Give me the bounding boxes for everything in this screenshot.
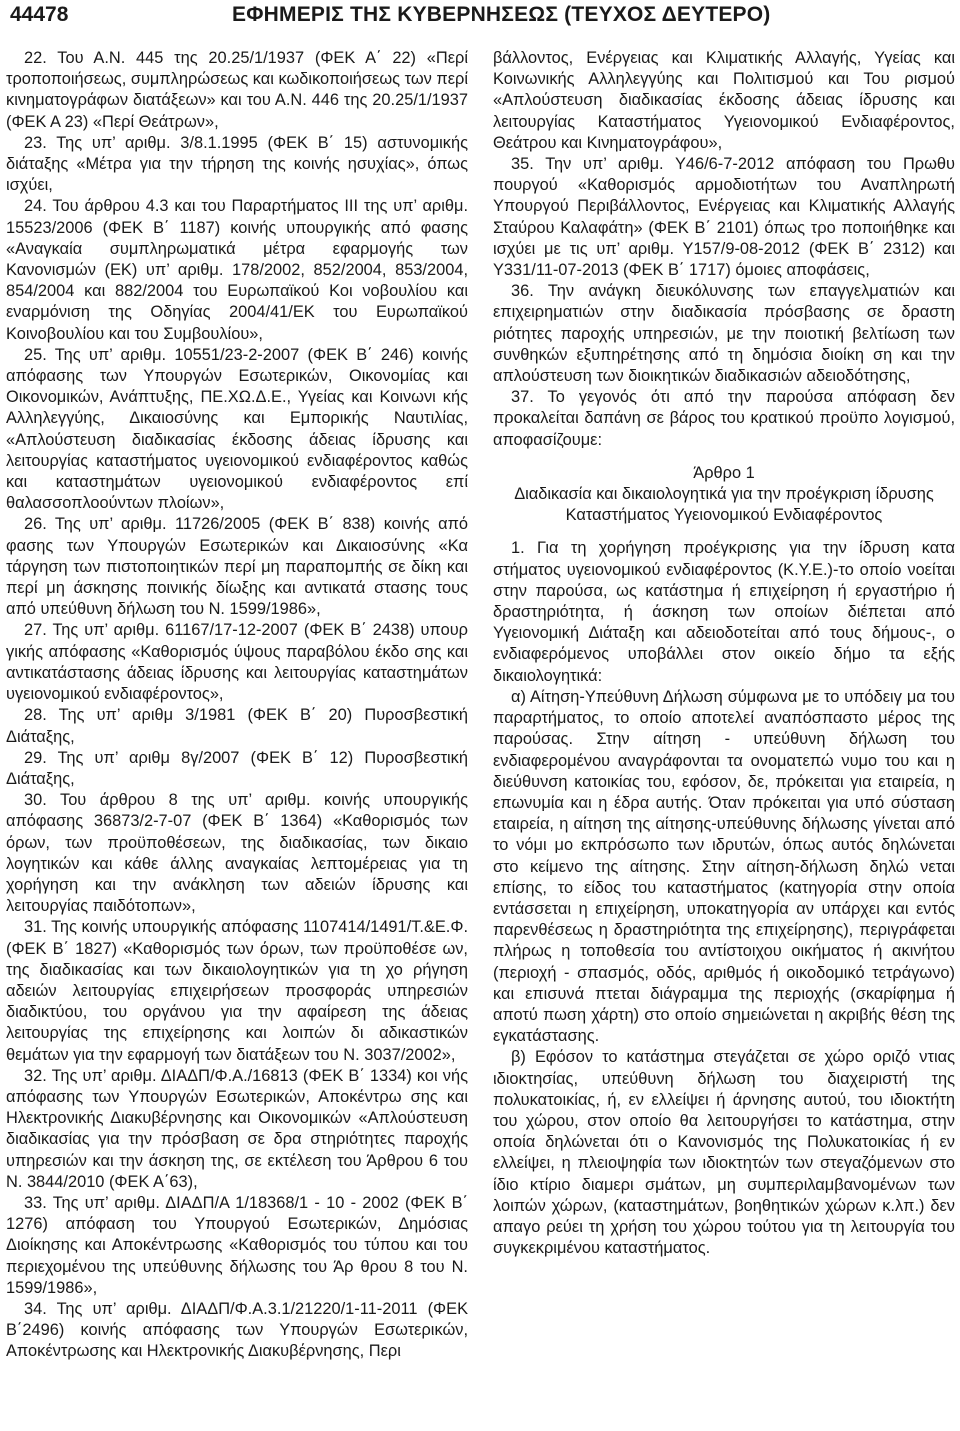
paragraph-36: 36. Την ανάγκη διευκόλυνσης των επαγγελματιών και επιχειρηματιών στην διαδικασία πρόσβασης σε δραστη ριότητες παροχής υπηρεσιών, με την ποιοτική βελτίωση των συνθηκών εξυπηρέτησης από τη δημόσια διοίκη ση και την απλούστευση των διοικητικών διαδικασιών αδειοδότησης, (493, 282, 955, 386)
article-paragraph-a: α) Αίτηση-Υπεύθυνη Δήλωση σύμφωνα με το υπόδειγ μα του παραρτήματος, το οποίο αποτελεί αναπόσπαστο μέρος της παρούσας. Στην αίτηση - υπεύθυνη δήλωση του ενδιαφερομένου αναγράφονται τα ονοματεπώ νυμο του και η διεύθυνση κατοικίας του, εφόσον, δε, πρόκειται για εταιρεία, η επωνυμία και η έδρα αυτής. Όταν πρόκειται για υπό σύσταση εταιρεία, η αίτηση της αίτησης-υπεύθυνης δήλωσης γίνεται από το νόμι μο εκπρόσωπο των ιδρυτών, όπως αυτός δηλώνεται στο κείμενο της αίτησης. Στην αίτηση-δήλωση δηλώ νεται επίσης, το είδος του καταστήματος (κατηγορία στην οποία εντάσσεται η επιχείρηση, υποκατηγορία αν υπάρχει και εντός παρενθέσεως η δραστηριότητα της επιχείρησης), περιγράφεται πλήρως η τοποθεσία του αντίστοιχου οικήματος ή ακινήτου (περιοχή - σπασμός, οδός, αριθμός ή οικοδομικό τετράγωνο) και επισυνά πτεται διάγραμμα της περιοχής (σκαρίφημα ή αποτύ πωση χάρτη) στο οποίο σημειώνεται η ακριβής θέση της εγκατάστασης. (493, 687, 955, 1046)
paragraph-22: 22. Του Α.Ν. 445 της 20.25/1/1937 (ΦΕΚ Α΄ 22) «Περί τροποποιήσεως, συμπληρώσεως και κωδικοποιήσεως των περί κινηματογράφων διατάξεων» και του Α.Ν. 446 της 20.25/1/1937 (ΦΕΚ Α 23) «Περί Θεάτρων», (6, 49, 468, 131)
paragraph-27: 27. Της υπ’ αριθμ. 61167/17-12-2007 (ΦΕΚ Β΄ 2438) υπουρ γικής απόφασης «Καθορισμός ύψους παραβόλου έκδο σης και αντικατάστασης άδειας ίδρυσης και λειτουργίας καταστημάτων υγειονομικού ενδιαφέροντος», (6, 621, 468, 704)
left-column (6, 48, 468, 1363)
paragraph-34-continued: βάλλοντος, Ενέργειας και Κλιματικής Αλλαγής, Υγείας και Κοινωνικής Αλληλεγγύης και Πολιτισμού και Του ρισμού «Απλούστευση διαδικασίας έκδοσης άδειας ίδρυσης και λειτουργίας Καταστήματος Υγειονομικού Ενδιαφέροντος, Θεάτρου και Κινηματογράφου», (493, 49, 955, 152)
article-paragraph-b: β) Εφόσον το κατάστημα στεγάζεται σε χώρο οριζό ντιας ιδιοκτησίας, υπεύθυνη δήλωση του διαχειριστή της πολυκατοικίας, ή, εν ελλείψει ή άρνησης αυτού, του ιδιοκτήτη του χώρου, στον οποίο θα λειτουργήσει το κατάστημα, στην οποία δηλώνεται ότι ο Κανονισμός της Πολυκατοικίας ή εν ελλείψει, η πλειοψηφία των ιδιοκτητών των στεγαζόμενων στο ίδιο κτίριο διαμερι σμάτων, μη συμπεριλαμβανομένων των λοιπών χώρων, (καταστημάτων, βοηθητικών χώρων κ.λπ.) δεν απαγο ρεύει τη χρήση του χώρου τούτου για τη λειτουργία του συγκεκριμένου καταστήματος. (493, 1048, 955, 1258)
paragraph-26: 26. Της υπ’ αριθμ. 11726/2005 (ΦΕΚ Β΄ 838) κοινής από φασης των Υπουργών Εσωτερικών και Δικαιοσύνης «Κα τάργηση των πιστοποιητικών περί μη παραπομπής σε δίκη και περί μη άσκησης ποινικής δίωξης και αντικατά στασης τους από υπεύθυνη δήλωση του Ν. 1599/1986», (6, 515, 468, 619)
journal-title: ΕΦΗΜΕΡΙΣ ΤΗΣ ΚΥΒΕΡΝΗΣΕΩΣ (ΤΕΥΧΟΣ ΔΕΥΤΕΡΟ) (232, 3, 771, 26)
paragraph-31: 31. Της κοινής υπουργικής απόφασης 1107414/1491/Τ.&Ε.Φ. (ΦΕΚ Β΄ 1827) «Καθορισμός των όρων, των προϋποθέσε ων, της διαδικασίας και των δικαιολογητικών για τη χο ρήγηση αδειών λειτουργίας επιχειρήσεων προσφοράς υπηρεσιών διαδικτύου, του οργάνου για την αφαίρεση της άδειας λειτουργίας της επιχείρησης και λοιπών δι αδικαστικών θεμάτων για την εφαρμογή των διατάξεων του Ν. 3037/2002», (6, 918, 468, 1064)
paragraph-32: 32. Της υπ’ αριθμ. ΔΙΑΔΠ/Φ.Α./16813 (ΦΕΚ Β΄ 1334) κοι νής απόφασης των Υπουργών Εσωτερικών, Αποκέντρω σης και Ηλεκτρονικής Διακυβέρνησης και Οικονομικών «Απλούστευση διαδικασίας για την πρόσβαση σε δρα στηριότητες παροχής υπηρεσιών και την άσκηση της, σε εκτέλεση του Άρθρου 6 του Ν. 3844/2010 (ΦΕΚ Α΄63), (6, 1066, 468, 1191)
page-number: 44478 (10, 3, 69, 26)
article-paragraph-1: 1. Για τη χορήγηση προέγκρισης για την ίδρυση κατα στήματος υγειονομικού ενδιαφέροντος (Κ.Υ.Ε.)-το οποίο νοείται στην παρούσα, ως κατάστημα ή επιχείρηση ή εργαστήριο ή δραστηριότητα, ή άσκηση των οποίων διέπεται από Υγειονομική Διάταξη και αδειοδοτείται από τους δήμους-, ο ενδιαφερόμενος υποβάλλει στον οικείο δήμο τα εξής δικαιολογητικά: (493, 539, 955, 685)
paragraph-35: 35. Την υπ’ αριθμ. Υ46/6-7-2012 απόφαση του Πρωθυ πουργού «Καθορισμός αρμοδιοτήτων του Αναπληρωτή Υπουργού Περιβάλλοντος, Ενέργειας και Κλιματικής Αλλαγής Σταύρου Καλαφάτη» (ΦΕΚ Β΄ 2101) όπως τρο ποποιήθηκε και ισχύει με τις υπ’ αριθμ. Υ157/9-08-2012 (ΦΕΚ Β΄ 2312) και Υ331/11-07-2013 (ΦΕΚ Β΄ 1717) όμοιες αποφάσεις, (493, 155, 955, 280)
paragraph-24: 24. Του άρθρου 4.3 και του Παραρτήματος ΙΙΙ της υπ’ αριθμ. 15523/2006 (ΦΕΚ Β΄ 1187) κοινής υπουργικής από φασης «Αναγκαία συμπληρωματικά μέτρα εφαρμογής των Κανονισμών (ΕΚ) υπ’ αριθμ. 178/2002, 852/2004, 853/2004, 854/2004 και 882/2004 του Ευρωπαϊκού Κοι νοβουλίου και εναρμόνιση της Οδηγίας 2004/41/ΕΚ του Ευρωπαϊκού Κοινοβουλίου και του Συμβουλίου», (6, 197, 468, 343)
spacer (493, 526, 955, 538)
paragraph-34: 34. Της υπ’ αριθμ. ΔΙΑΔΠ/Φ.Α.3.1/21220/1-11-2011 (ΦΕΚ Β΄2496) κοινής απόφασης των Υπουργών Εσωτερικών, Αποκέντρωσης και Ηλεκτρονικής Διακυβέρνησης, Περι (6, 1299, 468, 1361)
paragraph-29: 29. Της υπ’ αριθμ 8γ/2007 (ΦΕΚ Β΄ 12) Πυροσβεστική Διάταξης, (6, 748, 468, 788)
paragraph-25: 25. Της υπ’ αριθμ. 10551/23-2-2007 (ΦΕΚ Β΄ 246) κοινής απόφασης των Υπουργών Εσωτερικών, Οικονομίας και Οικονομικών, Ανάπτυξης, ΠΕ.ΧΩ.Δ.Ε., Υγείας και Κοινωνι κής Αλληλεγγύης, Δικαιοσύνης και Εμπορικής Ναυτιλίας, «Απλούστευση διαδικασίας έκδοσης άδειας ίδρυσης και λειτουργίας καταστήματος υγειονομικού ενδιαφέροντος καθώς και καταστημάτων υγειονομικού ενδιαφέροντος επί θαλασσοπλοούντων πλοίων», (6, 345, 468, 513)
article-heading: Άρθρο 1 (693, 463, 755, 482)
paragraph-23: 23. Της υπ’ αριθμ. 3/8.1.1995 (ΦΕΚ Β΄ 15) αστυνομικής διάταξης «Μέτρα για την τήρηση της κοινής ησυχίας», όπως ισχύει, (6, 133, 468, 195)
spacer (493, 451, 955, 463)
right-column (493, 48, 955, 1259)
page-header (0, 0, 960, 34)
paragraph-37: 37. Το γεγονός ότι από την παρούσα απόφαση δεν προκαλείται δαπάνη σε βάρος του κρατικού προϋπο λογισμού, αποφασίζουμε: (493, 388, 955, 449)
article-title: Διαδικασία και δικαιολογητικά για την προέγκριση ίδρυσης Καταστήματος Υγειονομικού Ενδιαφέροντος (514, 485, 934, 525)
paragraph-28: 28. Της υπ’ αριθμ 3/1981 (ΦΕΚ Β΄ 20) Πυροσβεστική Διάταξης, (6, 706, 468, 746)
paragraph-30: 30. Του άρθρου 8 της υπ’ αριθμ. κοινής υπουργικής απόφασης 36873/2-7-07 (ΦΕΚ Β΄ 1364) «Καθορισμός των όρων, των προϋποθέσεων, της διαδικασίας, των δικαιο λογητικών και κάθε άλλης αναγκαίας λεπτομέρειας για τη χορήγηση και την ανάκληση των αδειών ίδρυσης και λειτουργίας παιδότοπων», (6, 791, 468, 916)
paragraph-33: 33. Της υπ’ αριθμ. ΔΙΑΔΠ/Α 1/18368/1 - 10 - 2002 (ΦΕΚ Β΄ 1276) απόφαση του Υπουργού Εσωτερικών, Δημόσιας Διοίκησης και Αποκέντρωσης «Καθορισμός του τύπου και του περιεχομένου της υπεύθυνης δήλωσης του Άρ θρου 8 του Ν. 1599/1986», (6, 1193, 468, 1297)
